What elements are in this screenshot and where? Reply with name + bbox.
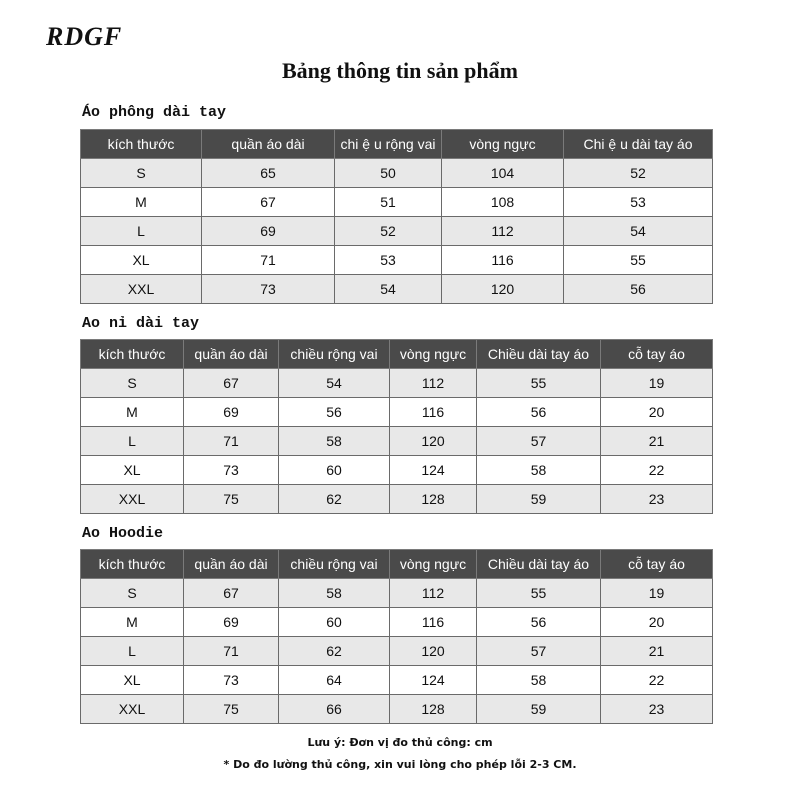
table-cell: 65 <box>202 159 335 188</box>
table-cell: 56 <box>477 608 601 637</box>
table-cell: 53 <box>335 246 442 275</box>
table-row <box>81 695 713 724</box>
table-cell: XXL <box>81 695 184 724</box>
table-header-row <box>81 550 713 579</box>
table-cell: 54 <box>279 369 390 398</box>
table-row <box>81 427 713 456</box>
table-cell: 20 <box>601 398 713 427</box>
table-cell: 56 <box>477 398 601 427</box>
table-row <box>81 159 713 188</box>
table-cell: 112 <box>390 579 477 608</box>
table-cell: 59 <box>477 695 601 724</box>
table-cell: S <box>81 159 202 188</box>
table-cell: L <box>81 217 202 246</box>
table-cell: 23 <box>601 695 713 724</box>
section-title-sweatshirt: Ao nỉ dài tay <box>82 315 200 332</box>
header-shoulder: chiều rộng vai <box>279 340 390 369</box>
size-table-long-sleeve-tshirt <box>80 129 713 304</box>
table-row <box>81 188 713 217</box>
table-cell: 69 <box>184 398 279 427</box>
table-cell: 128 <box>390 485 477 514</box>
table-cell: 22 <box>601 666 713 695</box>
table-cell: 120 <box>442 275 564 304</box>
table-cell: 71 <box>184 637 279 666</box>
table-cell: 116 <box>390 398 477 427</box>
table-cell: 69 <box>184 608 279 637</box>
table-cell: 75 <box>184 485 279 514</box>
table-cell: M <box>81 398 184 427</box>
table-cell: 19 <box>601 579 713 608</box>
table-cell: 54 <box>335 275 442 304</box>
table-cell: 112 <box>442 217 564 246</box>
table-cell: 55 <box>477 369 601 398</box>
header-size: kích thước <box>81 340 184 369</box>
table-cell: 52 <box>335 217 442 246</box>
table-cell: 71 <box>202 246 335 275</box>
table-cell: 128 <box>390 695 477 724</box>
table-row <box>81 217 713 246</box>
table-cell: 67 <box>202 188 335 217</box>
table-cell: 21 <box>601 637 713 666</box>
table-cell: 56 <box>564 275 713 304</box>
header-sleeve: Chiều dài tay áo <box>477 340 601 369</box>
table-cell: L <box>81 637 184 666</box>
table-cell: 51 <box>335 188 442 217</box>
table-cell: 60 <box>279 608 390 637</box>
header-size: kích thước <box>81 550 184 579</box>
table-row <box>81 246 713 275</box>
table-cell: S <box>81 369 184 398</box>
table-row <box>81 608 713 637</box>
table-cell: 62 <box>279 637 390 666</box>
section-title-hoodie: Ao Hoodie <box>82 525 164 542</box>
table-cell: 23 <box>601 485 713 514</box>
table-header-row <box>81 130 713 159</box>
table-cell: 120 <box>390 427 477 456</box>
table-row <box>81 275 713 304</box>
table-cell: 116 <box>442 246 564 275</box>
table-cell: 124 <box>390 666 477 695</box>
table-cell: XL <box>81 666 184 695</box>
table-cell: S <box>81 579 184 608</box>
section-title-long-sleeve-tshirt: Áo phông dài tay <box>82 104 227 121</box>
table-cell: 62 <box>279 485 390 514</box>
table-cell: 58 <box>477 666 601 695</box>
table-cell: 108 <box>442 188 564 217</box>
table-cell: 67 <box>184 579 279 608</box>
table-cell: 57 <box>477 637 601 666</box>
table-cell: 19 <box>601 369 713 398</box>
table-cell: 73 <box>202 275 335 304</box>
header-chest: vòng ngực <box>390 550 477 579</box>
table-cell: 20 <box>601 608 713 637</box>
table-row <box>81 485 713 514</box>
table-cell: 22 <box>601 456 713 485</box>
header-shoulder: chiều rộng vai <box>279 550 390 579</box>
table-cell: 56 <box>279 398 390 427</box>
brand-logo: RDGF <box>46 22 123 51</box>
table-cell: 50 <box>335 159 442 188</box>
table-row <box>81 579 713 608</box>
table-cell: XL <box>81 246 202 275</box>
table-cell: 55 <box>564 246 713 275</box>
header-sleeve: Chi ệ u dài tay áo <box>564 130 713 159</box>
table-cell: 104 <box>442 159 564 188</box>
header-cuff: cỗ tay áo <box>601 550 713 579</box>
tolerance-note: * Do đo lường thủ công, xin vui lòng cho phép lỗi 2-3 CM. <box>223 758 577 771</box>
page-title: Bảng thông tin sản phẩm <box>282 58 518 83</box>
table-row <box>81 456 713 485</box>
table-cell: XXL <box>81 275 202 304</box>
table-cell: 54 <box>564 217 713 246</box>
table-cell: 73 <box>184 666 279 695</box>
table-cell: 57 <box>477 427 601 456</box>
header-size: kích thước <box>81 130 202 159</box>
table-cell: M <box>81 608 184 637</box>
table-cell: 120 <box>390 637 477 666</box>
table-cell: 53 <box>564 188 713 217</box>
header-chest: vòng ngực <box>442 130 564 159</box>
table-cell: 59 <box>477 485 601 514</box>
table-row <box>81 637 713 666</box>
table-cell: 73 <box>184 456 279 485</box>
table-cell: 124 <box>390 456 477 485</box>
table-cell: 67 <box>184 369 279 398</box>
table-cell: L <box>81 427 184 456</box>
table-cell: M <box>81 188 202 217</box>
header-shoulder: chi ệ u rộng vai <box>335 130 442 159</box>
header-cuff: cỗ tay áo <box>601 340 713 369</box>
header-length: quần áo dài <box>184 550 279 579</box>
table-cell: 21 <box>601 427 713 456</box>
table-header-row <box>81 340 713 369</box>
table-cell: 71 <box>184 427 279 456</box>
table-cell: 75 <box>184 695 279 724</box>
table-cell: 64 <box>279 666 390 695</box>
table-cell: 116 <box>390 608 477 637</box>
table-cell: 58 <box>279 427 390 456</box>
header-chest: vòng ngực <box>390 340 477 369</box>
table-cell: XL <box>81 456 184 485</box>
table-row <box>81 369 713 398</box>
size-table-sweatshirt <box>80 339 713 514</box>
table-cell: 55 <box>477 579 601 608</box>
table-cell: 58 <box>477 456 601 485</box>
table-cell: 58 <box>279 579 390 608</box>
table-cell: 112 <box>390 369 477 398</box>
table-cell: 52 <box>564 159 713 188</box>
table-row <box>81 666 713 695</box>
table-row <box>81 398 713 427</box>
header-sleeve: Chiều dài tay áo <box>477 550 601 579</box>
header-length: quần áo dài <box>202 130 335 159</box>
size-table-hoodie <box>80 549 713 724</box>
table-cell: 60 <box>279 456 390 485</box>
unit-note: Lưu ý: Đơn vị đo thủ công: cm <box>307 736 493 749</box>
header-length: quần áo dài <box>184 340 279 369</box>
table-cell: 69 <box>202 217 335 246</box>
table-cell: XXL <box>81 485 184 514</box>
table-cell: 66 <box>279 695 390 724</box>
